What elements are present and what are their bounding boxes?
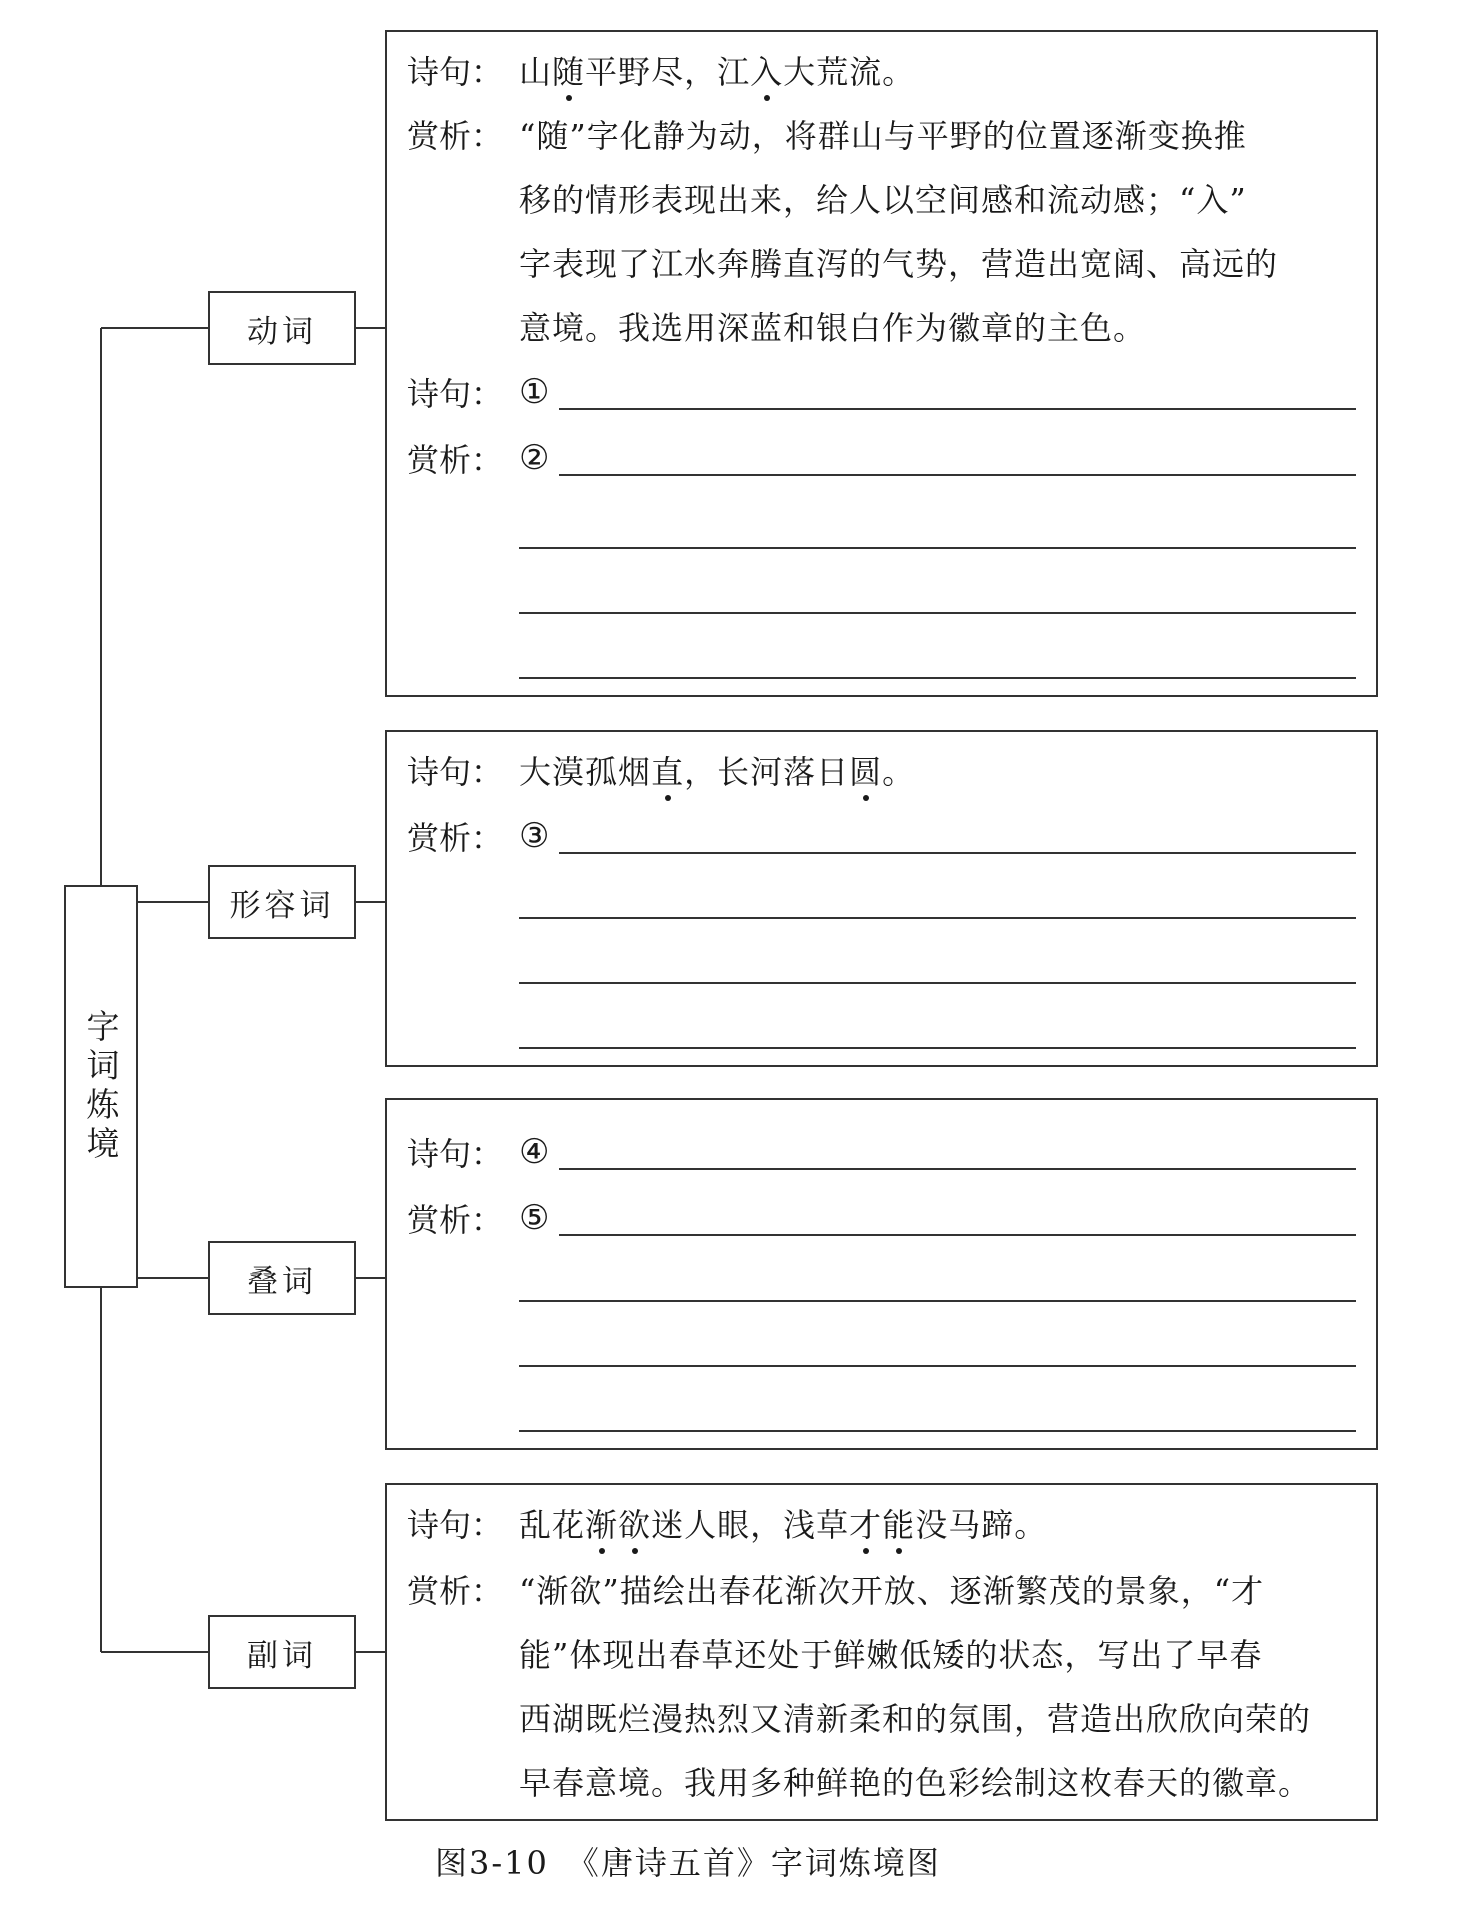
category-adjective: 形容词	[208, 865, 356, 939]
poem-char: 尽	[651, 53, 685, 91]
blank-number: ②	[519, 438, 550, 478]
verb-analysis-line: 移的情形表现出来，给人以空间感和流动感；“入”	[519, 181, 1247, 219]
poem-char: ，	[750, 1506, 784, 1544]
answer-blank-4[interactable]	[559, 1168, 1356, 1170]
poem-label: 诗句：	[407, 1135, 504, 1173]
adverb-analysis-line: 早春意境。我用多种鲜艳的色彩绘制这枚春天的徽章。	[519, 1764, 1312, 1802]
answer-blank-line[interactable]	[519, 1300, 1356, 1302]
panel-adverb	[385, 1483, 1378, 1821]
poem-char: 落	[783, 753, 817, 791]
poem-char: 。	[882, 53, 916, 91]
adverb-poem-text	[519, 1500, 1047, 1546]
blank-number: ③	[519, 816, 550, 856]
poem-char: 。	[1014, 1506, 1048, 1544]
poem-label: 诗句：	[407, 753, 504, 791]
root-label: 字词炼境	[81, 1008, 121, 1165]
panel-reduplicated	[385, 1098, 1378, 1450]
adverb-analysis-row	[407, 1557, 1356, 1621]
poem-char: 漠	[552, 753, 586, 791]
adjective-blank-analysis-row	[407, 804, 1356, 868]
poem-char: 乱	[519, 1506, 553, 1544]
poem-char: 。	[882, 753, 916, 791]
adverb-analysis-line: 能”体现出春草还处于鲜嫩低矮的状态，写出了早春	[519, 1636, 1263, 1674]
figure-caption: 图3-10 《唐诗五首》字词炼境图	[435, 1844, 941, 1882]
poem-char: 烟	[618, 753, 652, 791]
poem-char: 野	[618, 53, 652, 91]
reduplicated-blank-analysis-row	[407, 1186, 1356, 1250]
poem-char: 没	[915, 1506, 949, 1544]
poem-char: 浅	[783, 1506, 817, 1544]
verb-blank-analysis-row	[407, 426, 1356, 490]
reduplicated-blank-poem-row	[407, 1120, 1356, 1184]
poem-char: 孤	[585, 753, 619, 791]
blank-number: ⑤	[519, 1198, 550, 1238]
verb-poem-row	[407, 38, 1356, 102]
poem-char: 山	[519, 53, 553, 91]
adverb-poem-row	[407, 1491, 1356, 1555]
verb-analysis-line: “随”字化静为动，将群山与平野的位置逐渐变换推	[519, 117, 1247, 155]
verb-analysis-row	[407, 102, 1356, 166]
category-reduplicated: 叠词	[208, 1241, 356, 1315]
poem-char: 入	[750, 47, 783, 93]
answer-blank-1[interactable]	[559, 408, 1356, 410]
poem-char: 眼	[717, 1506, 751, 1544]
adjective-poem-text	[519, 747, 915, 793]
answer-blank-3[interactable]	[559, 852, 1356, 854]
panel-verb	[385, 30, 1378, 697]
blank-number: ①	[519, 372, 550, 412]
poem-char: 平	[585, 53, 619, 91]
answer-blank-line[interactable]	[519, 677, 1356, 679]
poem-char: ，	[684, 753, 718, 791]
poem-label: 诗句：	[407, 1506, 504, 1544]
category-adverb: 副词	[208, 1615, 356, 1689]
poem-char: 随	[552, 47, 585, 93]
verb-analysis-line: 字表现了江水奔腾直泻的气势，营造出宽阔、高远的	[519, 245, 1279, 283]
poem-char: 直	[651, 747, 684, 793]
poem-label: 诗句：	[407, 53, 504, 91]
poem-char: 荒	[816, 53, 850, 91]
poem-char: 河	[750, 753, 784, 791]
answer-blank-line[interactable]	[519, 1365, 1356, 1367]
poem-char: 圆	[849, 747, 882, 793]
poem-char: 大	[783, 53, 817, 91]
answer-blank-5[interactable]	[559, 1234, 1356, 1236]
panel-adjective	[385, 730, 1378, 1067]
poem-char: 长	[717, 753, 751, 791]
answer-blank-line[interactable]	[519, 982, 1356, 984]
answer-blank-line[interactable]	[519, 1430, 1356, 1432]
poem-char: 欲	[618, 1500, 651, 1546]
analysis-label: 赏析：	[407, 1201, 504, 1239]
poem-char: 才	[849, 1500, 882, 1546]
analysis-label: 赏析：	[407, 441, 504, 479]
poem-char: 大	[519, 753, 553, 791]
poem-char: 渐	[585, 1500, 618, 1546]
poem-char: 江	[717, 53, 751, 91]
answer-blank-line[interactable]	[519, 547, 1356, 549]
poem-char: 流	[849, 53, 883, 91]
poem-char: 人	[684, 1506, 718, 1544]
verb-analysis-line: 意境。我选用深蓝和银白作为徽章的主色。	[519, 309, 1147, 347]
poem-char: 马	[948, 1506, 982, 1544]
poem-char: 迷	[651, 1506, 685, 1544]
analysis-label: 赏析：	[407, 819, 504, 857]
answer-blank-line[interactable]	[519, 917, 1356, 919]
poem-char: ，	[684, 53, 718, 91]
adverb-analysis-line: 西湖既烂漫热烈又清新柔和的氛围，营造出欣欣向荣的	[519, 1700, 1312, 1738]
analysis-label: 赏析：	[407, 1572, 504, 1610]
adjective-poem-row	[407, 738, 1356, 802]
poem-char: 花	[552, 1506, 586, 1544]
poem-label: 诗句：	[407, 375, 504, 413]
blank-number: ④	[519, 1132, 550, 1172]
verb-blank-poem-row	[407, 360, 1356, 424]
poem-char: 日	[816, 753, 850, 791]
category-verb: 动词	[208, 291, 356, 365]
answer-blank-line[interactable]	[519, 1047, 1356, 1049]
verb-poem-text	[519, 47, 915, 93]
poem-char: 草	[816, 1506, 850, 1544]
poem-char: 蹄	[981, 1506, 1015, 1544]
poem-char: 能	[882, 1500, 915, 1546]
analysis-label: 赏析：	[407, 117, 504, 155]
adverb-analysis-line: “渐欲”描绘出春花渐次开放、逐渐繁茂的景象，“才	[519, 1572, 1265, 1610]
root-node	[64, 885, 138, 1288]
answer-blank-2[interactable]	[559, 474, 1356, 476]
answer-blank-line[interactable]	[519, 612, 1356, 614]
